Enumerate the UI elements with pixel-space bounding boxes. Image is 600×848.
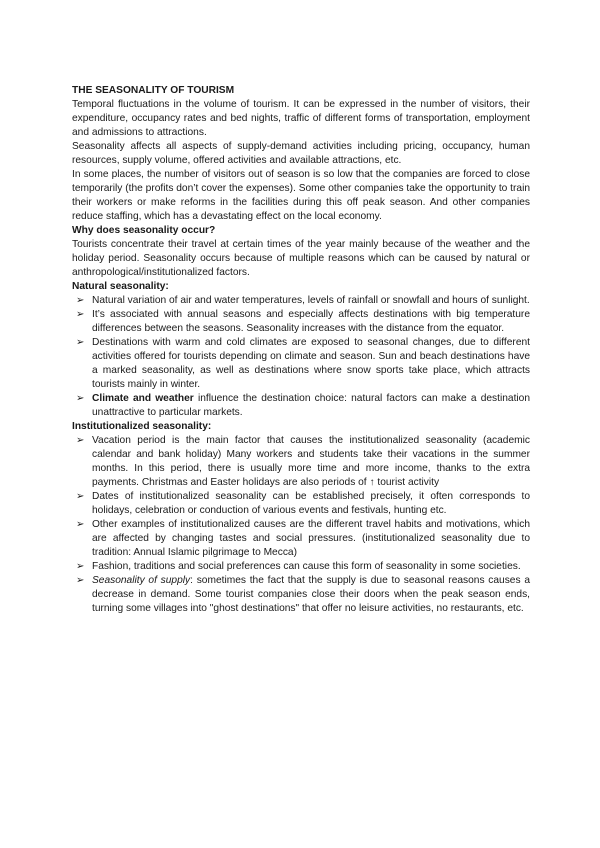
list-item — [72, 434, 530, 490]
arrow-bullet-icon: ➢ — [76, 491, 85, 502]
list-item-text: Fashion, traditions and social preferences can cause this form of seasonality in some societies. — [92, 561, 521, 572]
why-heading: Why does seasonality occur? — [72, 225, 216, 236]
list-item — [72, 560, 530, 574]
intro-paragraph: Seasonality affects all aspects of supply-demand activities including pricing, occupancy, human resources, supply volume, offered activities and available attractions, etc. — [72, 141, 530, 166]
intro-paragraph: Temporal fluctuations in the volume of tourism. It can be expressed in the number of visitors, their expenditure, occupancy rates and bed nights, traffic of different forms of transportation, employment and admissions to attractions. — [72, 99, 530, 138]
list-item-text: Natural variation of air and water temperatures, levels of rainfall or snowfall and hours of sunlight. — [92, 295, 530, 306]
list-item-text: Destinations with warm and cold climates are exposed to seasonal changes, due to different activities offered for tourists depending on climate and season. Sun and beach destinations have a marked seasonality, as well as destinations where snow sports take place, which attracts tourists mainly in winter. — [92, 337, 530, 390]
natural-list — [72, 294, 530, 420]
document-body — [72, 84, 530, 616]
list-item-text: It’s associated with annual seasons and especially affects destinations with big temperature differences between the seasons. Seasonality increases with the distance from the equator. — [92, 309, 530, 334]
arrow-bullet-icon: ➢ — [76, 295, 85, 306]
arrow-bullet-icon: ➢ — [76, 393, 85, 404]
why-paragraph: Tourists concentrate their travel at certain times of the year mainly because of the weather and the holiday period. Seasonality occurs because of multiple reasons which can be caused by natural or anthropological/institutionalized factors. — [72, 239, 530, 278]
arrow-bullet-icon: ➢ — [76, 337, 85, 348]
list-item — [72, 392, 530, 420]
arrow-bullet-icon: ➢ — [76, 561, 85, 572]
list-item-text: influence the destination choice: natural factors can make a destination unattractive to particular markets. — [92, 393, 530, 418]
seasonality-of-supply-term: Seasonality of supply — [92, 575, 191, 586]
arrow-bullet-icon: ➢ — [76, 519, 85, 530]
arrow-bullet-icon: ➢ — [76, 575, 85, 586]
document-title: THE SEASONALITY OF TOURISM — [72, 85, 235, 96]
list-item-text: Other examples of institutionalized causes are the different travel habits and motivations, which are affected by changing tastes and social pressures. (institutionalized seasonality due to tradition: Annual Islamic pilgrimage to Mecca) — [92, 519, 530, 558]
list-item — [72, 336, 530, 392]
list-item — [72, 294, 530, 308]
institutional-list — [72, 434, 530, 616]
list-item — [72, 518, 530, 560]
intro-paragraph: In some places, the number of visitors out of season is so low that the companies are forced to close temporarily (the profits don’t cover the expenses). Some other companies take the opportunity to train their workers or make reforms in the facilities during this off peak season. And other companies reduce staffing, which has a devastating effect on the local economy. — [72, 169, 530, 222]
list-item — [72, 490, 530, 518]
climate-weather-term: Climate and weather — [92, 393, 194, 404]
list-item — [72, 308, 530, 336]
list-item-text: Dates of institutionalized seasonality can be established precisely, it often corresponds to holidays, celebration or conduction of various events and festivals, hunting etc. — [92, 491, 530, 516]
arrow-bullet-icon: ➢ — [76, 435, 85, 446]
natural-heading: Natural seasonality: — [72, 281, 169, 292]
list-item-text: : sometimes the fact that the supply is due to seasonal reasons causes a decrease in demand. Some tourist companies close their doors when the peak season ends, turning some villages into "ghost destinations" that offer no leisure activities, no restaurants, etc. — [92, 575, 530, 614]
arrow-bullet-icon: ➢ — [76, 309, 85, 320]
list-item — [72, 574, 530, 616]
list-item-text: Vacation period is the main factor that causes the institutionalized seasonality (academic calendar and bank holiday) Many workers and students take their vacations in the summer months. In this period, there is usually more time and more income, thanks to the extra payments. Christmas and Easter holidays are also periods of ↑ tourist activity — [92, 435, 530, 488]
institutional-heading: Institutionalized seasonality: — [72, 421, 212, 432]
